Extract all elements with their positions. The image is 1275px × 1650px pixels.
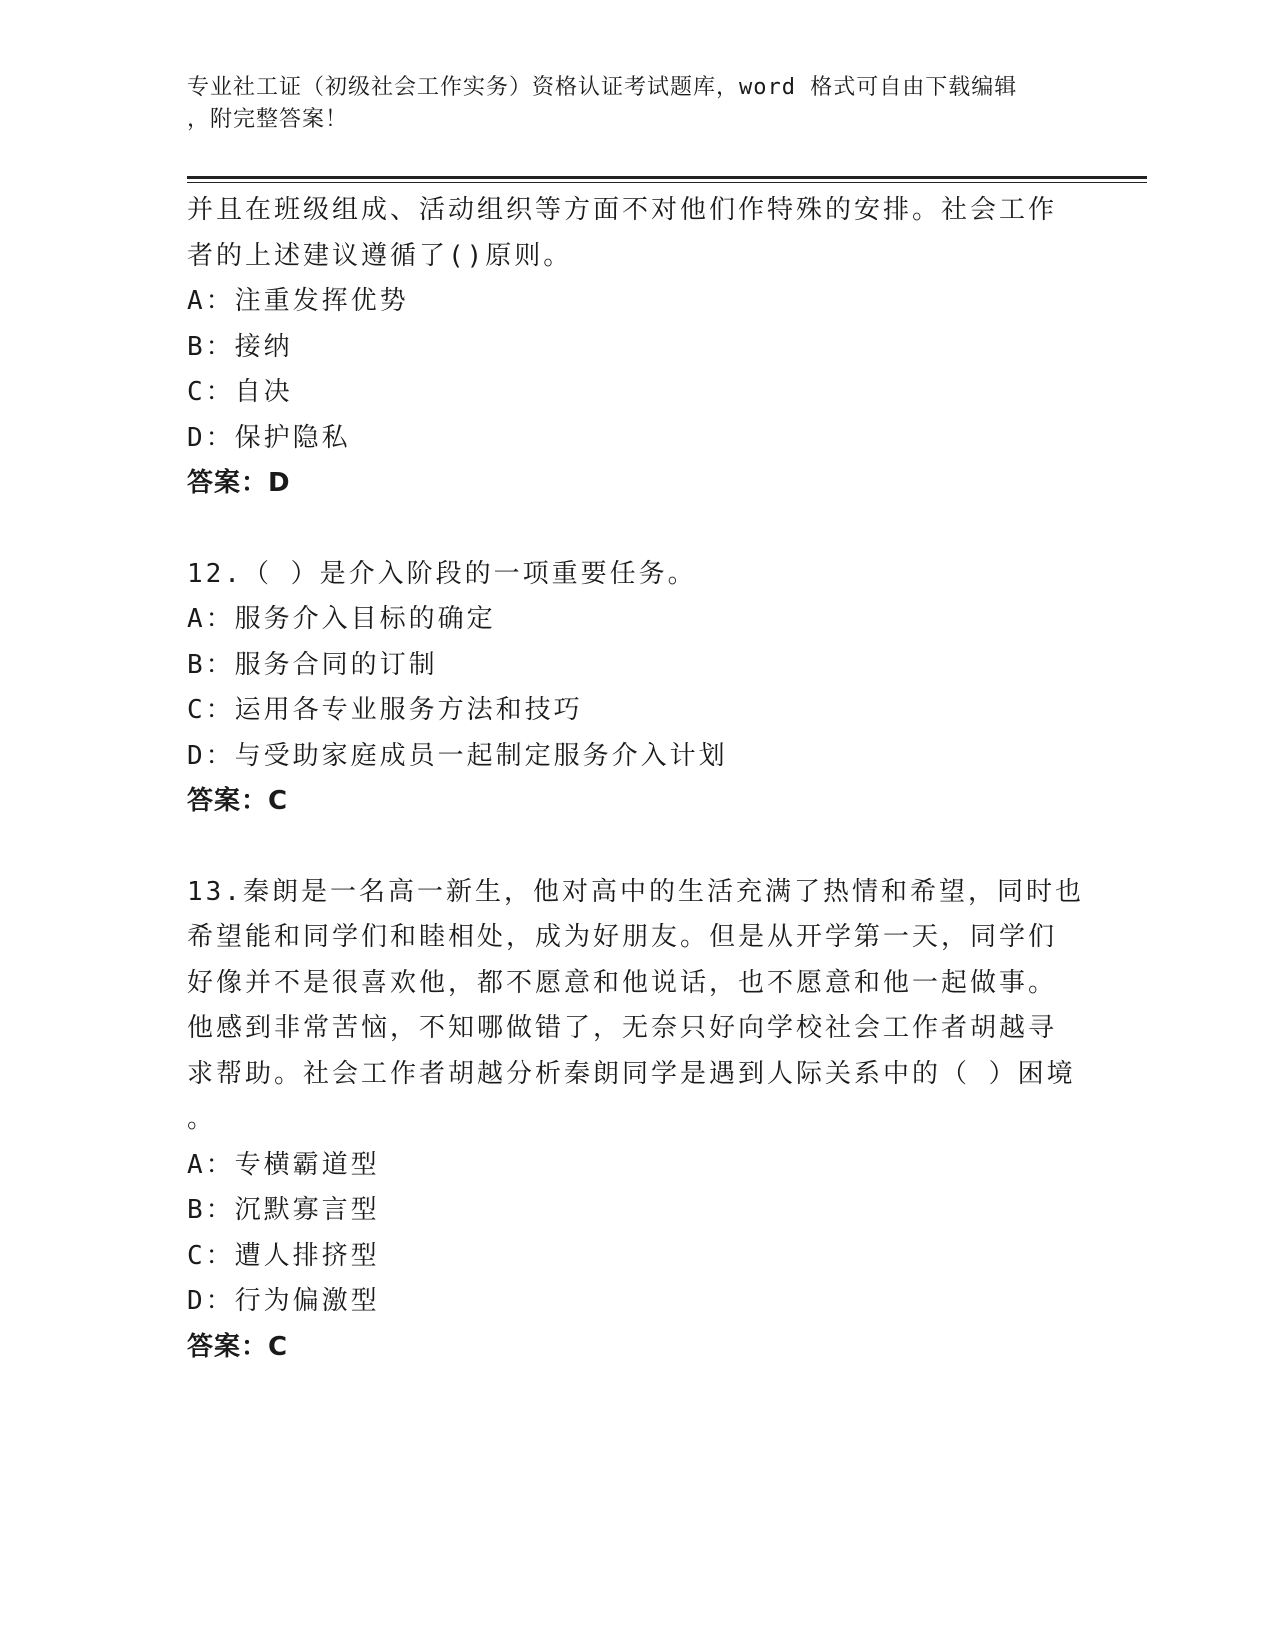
stem-line: 他感到非常苦恼，不知哪做错了，无奈只好向学校社会工作者胡越寻 xyxy=(187,1013,1058,1043)
option-c: C：自决 xyxy=(187,377,293,407)
answer: 答案：C xyxy=(187,1331,289,1362)
question-13 xyxy=(187,870,1084,1371)
answer: 答案：C xyxy=(187,786,289,816)
stem-line: 求帮助。社会工作者胡越分析秦朗同学是遇到人际关系中的（ ）困境 xyxy=(187,1058,1076,1089)
answer: 答案：D xyxy=(187,468,291,498)
stem-line: 希望能和同学们和睦相处，成为好朋友。但是从开学第一天，同学们 xyxy=(187,922,1058,952)
stem-line: 12.（ ）是介入阶段的一项重要任务。 xyxy=(187,558,697,589)
option-b: B：接纳 xyxy=(187,331,293,362)
option-d: D：与受助家庭成员一起制定服务介入计划 xyxy=(187,740,728,771)
page-header xyxy=(187,72,1067,136)
question-11 xyxy=(187,188,1067,507)
header-line-1: 专业社工证（初级社会工作实务）资格认证考试题库，word 格式可自由下载编辑 xyxy=(187,75,1018,100)
stem-line: 13.秦朗是一名高一新生，他对高中的生活充满了热情和希望，同时也 xyxy=(187,876,1084,907)
spacer xyxy=(187,507,1067,552)
option-c: C：遭人排挤型 xyxy=(187,1240,380,1271)
option-a: A：服务介入目标的确定 xyxy=(187,604,496,634)
header-line-2: ，附完整答案！ xyxy=(187,107,349,132)
stem-line: 好像并不是很喜欢他，都不愿意和他说话，也不愿意和他一起做事。 xyxy=(187,967,1058,998)
question-12 xyxy=(187,552,1067,825)
option-a: A：注重发挥优势 xyxy=(187,286,409,316)
option-b: B：服务合同的订制 xyxy=(187,649,438,680)
header-rule-thin xyxy=(187,182,1147,183)
header-rule-thick xyxy=(187,176,1147,179)
stem-line: 。 xyxy=(187,1104,217,1134)
question-stem xyxy=(187,188,1067,279)
option-c: C：运用各专业服务方法和技巧 xyxy=(187,695,583,725)
option-d: D：行为偏激型 xyxy=(187,1286,380,1316)
question-stem xyxy=(187,870,1084,1143)
document-body xyxy=(187,188,1084,1370)
option-d: D：保护隐私 xyxy=(187,422,351,453)
spacer xyxy=(187,825,1067,870)
question-stem xyxy=(187,552,1067,598)
option-b: B：沉默寡言型 xyxy=(187,1195,380,1225)
stem-line: 者的上述建议遵循了()原则。 xyxy=(187,240,573,271)
stem-line: 并且在班级组成、活动组织等方面不对他们作特殊的安排。社会工作 xyxy=(187,195,1058,225)
option-a: A：专横霸道型 xyxy=(187,1149,380,1180)
